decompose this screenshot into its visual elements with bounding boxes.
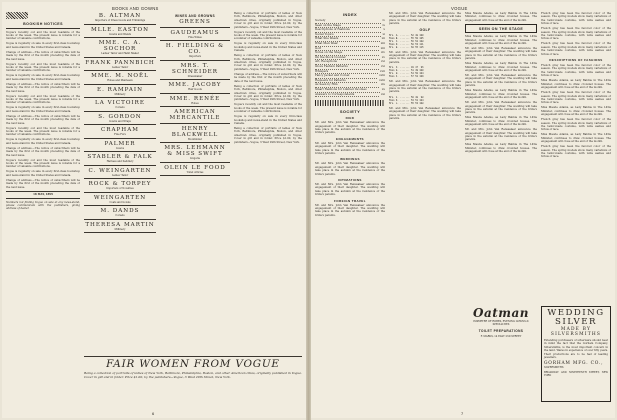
right-page bbox=[311, 2, 615, 418]
left-page-number: 6 bbox=[152, 411, 155, 416]
index-label: Social Topics bbox=[315, 33, 381, 38]
trade-card-name: E. RAMPAIN bbox=[96, 86, 143, 93]
notice-paragraph: Vogue's recently out and the most readable of the books of the week. The present issue is notable for a number of valuable contributions. bbox=[6, 62, 80, 73]
fair-women-body: Being a collection of portraits of ladies of New York, Baltimore, Philadelphia, Boston, and other American cities, originally published in Vogue. Cover in gilt and in folder. Price $1.00, by the publishers—Vogue, 3 West 29th Street, New York. bbox=[84, 371, 302, 379]
filler-paragraph: Being a collection of portraits of ladies of New York, Baltimore, Philadelphia, Boston, and other American cities, originally published in Vogue. Cover in gilt and in folder. Price $1.00, by the publishers—Vogue, 3 West 29th Street, New York. bbox=[234, 12, 302, 29]
trade-card-subtitle: Corsets bbox=[115, 106, 125, 109]
divider bbox=[160, 27, 230, 28]
wines-column bbox=[160, 12, 230, 262]
index-label: Whispers bbox=[315, 70, 378, 75]
divider bbox=[84, 111, 156, 112]
filler-paragraph: Change of address.—The notice of subscribers will be made by the first of the month preceding the date of the next issue. bbox=[234, 72, 302, 83]
trade-card bbox=[84, 154, 156, 166]
trade-card bbox=[160, 19, 230, 28]
divider bbox=[84, 97, 156, 98]
right-page-number: 7 bbox=[461, 411, 464, 416]
fashion-paragraph: Miss Maude Adams, as Lady Babbie in The Little Minister, continues to draw crowded houses. The engagement will close at the end of the month. bbox=[541, 133, 611, 144]
stage-paragraph: Mr. and Mrs. John Van Renssalaer announce the engagement of their daughter. The wedding will take place in the autumn at the residence of the bride's parents. bbox=[465, 74, 537, 88]
trade-card-name: MME. JACOBY bbox=[168, 82, 222, 88]
index-page: iv bbox=[382, 18, 385, 22]
golf-intro: Mr. and Mrs. John Van Renssalaer announce the engagement of their daughter. The wedding will take place in the autumn at the residence of the bride's parents. bbox=[389, 12, 461, 26]
trade-card-subtitle: Millinery bbox=[114, 92, 126, 96]
index-page: xv bbox=[381, 54, 385, 59]
trade-card bbox=[160, 30, 230, 42]
divider bbox=[160, 60, 230, 61]
gorham-company: GORHAM MFG. CO., bbox=[544, 361, 604, 367]
trade-card-name: MME. M. NOËL bbox=[91, 73, 149, 79]
index-row bbox=[315, 93, 385, 98]
trade-cards-column bbox=[84, 12, 156, 262]
trade-card-subtitle: Gowns and Wraps bbox=[109, 119, 131, 123]
trade-card bbox=[160, 145, 230, 163]
filler-paragraph: Vogue's recently out and the most readable of the books of the week. The present issue is notable for a number of valuable contributions. bbox=[234, 30, 302, 41]
section-body: Mr. and Mrs. John Van Renssalaer announce the engagement of their daughter. The wedding will take place in the autumn at the residence of the bride's parents. bbox=[315, 141, 385, 155]
trade-card-subtitle: Fine Wines bbox=[188, 35, 202, 39]
index-label: Notes on the Stage bbox=[315, 51, 379, 56]
section-heading: INTIMATIONS bbox=[338, 177, 362, 182]
gorham-company-tag: SILVERSMITHS bbox=[544, 366, 564, 370]
index-page: xii bbox=[381, 36, 385, 41]
divider bbox=[160, 175, 230, 176]
section-body: Mr. and Mrs. John Van Renssalaer announce the engagement of their daughter. The wedding will take place in the autumn at the residence of the bride's parents. bbox=[315, 203, 385, 217]
divider bbox=[84, 232, 156, 233]
fashion-paragraph: French gray has been the favored color of the season. The spring models show many variations of the tailor-made costume, with wide sashes and fichus of lace. bbox=[541, 145, 611, 159]
gorham-headline: WEDDING SILVER bbox=[547, 308, 605, 327]
golf-column bbox=[389, 12, 461, 412]
wines-title: WINES AND GROWNS bbox=[174, 14, 216, 18]
notice-paragraph: Vogue's recently out and the most readable of the books of the week. The present issue is notable for a number of valuable contributions. bbox=[6, 158, 80, 169]
trade-card-name: MME. C. A. SOCHOR bbox=[98, 40, 142, 52]
fashion-paragraph: Miss Maude Adams, as Lady Babbie in The Little Minister, continues to draw crowded houses. The engagement will close at the end of the month. bbox=[541, 106, 611, 117]
section-body: Mr. and Mrs. John Van Renssalaer announce the engagement of their daughter. The wedding will take place in the autumn at the residence of the bride's parents. bbox=[315, 162, 385, 176]
trade-card-name: M. DANDS bbox=[100, 208, 140, 214]
trade-card-name: B. ALTMAN bbox=[98, 13, 142, 19]
golf-scores-3: Mrs. J. ....... 50 48 98 Miss K. ....... 53 51 104 Mrs. L. ....... 55 53 108 bbox=[389, 95, 424, 105]
notice-paragraph: Change of address.—The notice of subscribers will be made by the first of the month preceding the date of the next issue. bbox=[6, 82, 80, 93]
trade-card-subtitle: Ladies' Tailor bbox=[111, 65, 129, 69]
stage-paragraph: Miss Maude Adams, as Lady Babbie in The Little Minister, continues to draw crowded houses. The engagement will close at the end of the month. bbox=[465, 62, 537, 73]
trade-card-subtitle: Importers of Novelties bbox=[106, 187, 134, 190]
notice-paragraph: Vogue's recently out and the most readable of the books of the week. The present issue is notable for a number of valuable contributions. bbox=[6, 94, 80, 105]
trade-card-subtitle: Dressmaker bbox=[187, 74, 203, 78]
trade-card-subtitle: Lingerie bbox=[189, 157, 201, 160]
notice-paragraph: Vogue is regularly on sale in every first-class bookshop and news-stand in the United States and Canada. bbox=[6, 74, 80, 81]
filler-paragraph: Vogue is regularly on sale in every first-class bookshop and news-stand in the United States and Canada. bbox=[234, 115, 302, 125]
issue-date: 18 MAY, 1899 bbox=[33, 193, 53, 197]
gorham-address: BROADWAY AND NINETEENTH STREET, NEW YORK bbox=[544, 370, 608, 378]
trade-card-subtitle: Robes bbox=[191, 101, 199, 105]
trade-card-name: OLEIN LE FOOD bbox=[164, 164, 226, 171]
stage-paragraph: Miss Maude Adams, as Lady Babbie in The Little Minister, continues to draw crowded houses. The engagement will close at the end of the month. bbox=[465, 143, 537, 154]
trade-card-subtitle: Bookbinder bbox=[187, 137, 202, 141]
index-list bbox=[315, 19, 385, 97]
trade-card-subtitle: Gowns bbox=[115, 146, 125, 150]
index-label: Glove Fashion Patterns bbox=[315, 65, 379, 70]
trade-card-name: GREENS bbox=[179, 19, 211, 25]
trade-card bbox=[84, 181, 156, 193]
notice-paragraph: Change of address.—The notice of subscribers will be made by the first of the month preceding the date of the next issue. bbox=[6, 114, 80, 125]
stage-paragraph: Mr. and Mrs. John Van Renssalaer announce the engagement of their daughter. The wedding will take place in the autumn at the residence of the bride's parents. bbox=[465, 47, 537, 61]
index-label: Fancy Jacket and Corset bbox=[315, 74, 377, 79]
trade-card-name: AMERICAN MERCANTILE bbox=[169, 109, 221, 121]
oatman-ad bbox=[465, 306, 537, 406]
fashions-lead bbox=[541, 12, 611, 56]
trade-card bbox=[160, 63, 230, 81]
oatman-line2: TOILET PREPARATIONS bbox=[478, 328, 524, 333]
trade-card-name: MME. RENÉE bbox=[169, 95, 221, 102]
filler-paragraph: Being a collection of portraits of ladies of New York, Baltimore, Philadelphia, Boston, and other American cities, originally published in Vogue. Cover in gilt and in folder. Price $1.00, by the publishers—Vogue, 3 West 29th Street, New York. bbox=[234, 84, 302, 102]
notice-paragraph: Change of address.—The notice of subscribers will be made by the first of the month preceding the date of the next issue. bbox=[6, 50, 80, 61]
trade-card bbox=[84, 40, 156, 58]
gorham-subhead: MADE BY SILVERSMITHS bbox=[550, 327, 602, 337]
index-page: xviii bbox=[379, 73, 385, 78]
index-label: Requests for Patterns bbox=[315, 79, 377, 84]
trade-card-name: MRS. LEHMANN & MISS SWIFT bbox=[164, 145, 226, 157]
fashion-paragraph: French gray has been the favored color of the season. The spring models show many variations of the tailor-made costume, with wide sashes and fichus of lace. bbox=[541, 27, 611, 41]
trade-card bbox=[160, 109, 230, 124]
filler-body bbox=[234, 12, 302, 144]
trade-card-name: ROCK & TORPEY bbox=[88, 181, 152, 187]
index-page: xi bbox=[382, 31, 385, 36]
trade-card-name: C. WEINGARTEN bbox=[88, 167, 152, 174]
index-label: What Men Wear bbox=[315, 42, 379, 47]
trade-card bbox=[84, 168, 156, 180]
trade-card-name: H. FIELDING & CO. bbox=[165, 43, 225, 55]
trade-card bbox=[84, 13, 156, 25]
trade-card-subtitle: Corsets bbox=[115, 214, 125, 217]
fair-women-title: FAIR WOMEN FROM VOGUE bbox=[106, 358, 280, 370]
notice-paragraph: Vogue is regularly on sale in every first-class bookshop and news-stand in the United States and Canada. bbox=[6, 138, 80, 145]
divider bbox=[160, 40, 230, 41]
divider bbox=[6, 198, 80, 199]
golf-title: GOLF bbox=[419, 27, 431, 32]
stage-paragraph: Miss Maude Adams, as Lady Babbie in The Little Minister, continues to draw crowded houses. The engagement will close at the end of the month. bbox=[465, 89, 537, 100]
divider bbox=[84, 219, 156, 220]
trade-card bbox=[84, 222, 156, 234]
index-page: xx bbox=[381, 86, 385, 91]
trade-card-name: CRAPHAM bbox=[101, 127, 139, 133]
index-label: Seen on the Stage bbox=[315, 24, 381, 29]
fashions-title: DESCRIPTIONS OF FASHIONS bbox=[549, 58, 603, 63]
stage-body bbox=[465, 35, 537, 153]
trade-card-name: GAUDEAMUS bbox=[170, 29, 220, 36]
fashion-paragraph: Miss Maude Adams, as Lady Babbie in The Little Minister, continues to draw crowded houses. The engagement will close at the end of the month. bbox=[541, 79, 611, 90]
notices-body bbox=[6, 31, 80, 190]
index-label: Golf bbox=[315, 47, 379, 52]
notice-paragraph: Change of address.—The notice of subscribers will be made by the first of the month preceding the date of the next issue. bbox=[6, 178, 80, 189]
index-label: Art, Receptions bbox=[315, 60, 379, 65]
notice-paragraph: Vogue is regularly on sale in every first-class bookshop and news-stand in the United States and Canada. bbox=[6, 106, 80, 113]
trade-card bbox=[84, 114, 156, 126]
gorham-ad bbox=[541, 306, 611, 402]
fashions-column bbox=[541, 12, 611, 312]
left-page bbox=[2, 2, 306, 418]
trade-card bbox=[160, 96, 230, 108]
index-page: ix bbox=[382, 22, 385, 27]
trade-card-subtitle: Hair Goods bbox=[188, 88, 202, 91]
fashion-paragraph: French gray has been the favored color of the season. The spring models show many variations of the tailor-made costume, with wide sashes and fichus of lace. bbox=[541, 12, 611, 26]
index-page: xvi bbox=[380, 63, 385, 68]
stage-lead: Miss Maude Adams, as Lady Babbie in The Little Minister, continues to draw crowded houses. The engagement will close at the end of the month. bbox=[465, 12, 537, 22]
trade-card bbox=[84, 127, 156, 139]
divider bbox=[84, 24, 156, 25]
index-page: xvii bbox=[380, 68, 385, 73]
filler-paragraph: Vogue is regularly on sale in every first-class bookshop and news-stand in the United States and Canada. bbox=[234, 42, 302, 53]
trade-card-name: S. GORDON bbox=[98, 113, 142, 120]
trade-card bbox=[160, 165, 230, 177]
index-page: xxi bbox=[380, 91, 385, 96]
section-body: Mr. and Mrs. John Van Renssalaer announce the engagement of their daughter. The wedding will take place in the autumn at the residence of the bride's parents. bbox=[315, 182, 385, 197]
section-heading: ENGAGEMENTS bbox=[336, 136, 364, 141]
footer-note: Numbers not finding Vogue on sale at any news-stand, please communicate with the publishers, giving address of dealer. bbox=[6, 200, 80, 211]
trade-card bbox=[84, 141, 156, 153]
stage-column bbox=[465, 12, 537, 312]
notices-column bbox=[6, 12, 80, 410]
section-heading: FOREIGN TRAVEL bbox=[334, 198, 366, 203]
golf-body-3: Mr. and Mrs. John Van Renssalaer announce the engagement of their daughter. The wedding will take place in the autumn at the residence of the bride's parents. bbox=[389, 106, 461, 121]
index-page: xvi bbox=[380, 59, 385, 64]
index-page: xiii bbox=[380, 45, 385, 50]
index-column bbox=[315, 12, 385, 412]
trade-card-name: STABLER & FALK bbox=[87, 154, 153, 160]
notice-paragraph: Change of address.—The notice of subscribers will be made by the first of the month preceding the date of the next issue. bbox=[6, 146, 80, 157]
golf-body-2: Mr. and Mrs. John Van Renssalaer announce the engagement of their daughter. The wedding will take place in the autumn at the residence of the bride's parents. bbox=[389, 80, 461, 94]
trade-card-subtitle: Importers bbox=[188, 55, 202, 58]
divider bbox=[84, 165, 156, 166]
divider bbox=[84, 192, 156, 193]
divider bbox=[84, 70, 156, 71]
trade-card bbox=[84, 73, 156, 85]
index-page: x bbox=[383, 27, 385, 32]
divider bbox=[84, 205, 156, 206]
fashion-paragraph: French gray has been the favored color of the season. The spring models show many variations of the tailor-made costume, with wide sashes and fichus of lace. bbox=[541, 42, 611, 56]
fashion-paragraph: French gray has been the favored color of the season. The spring models show many variations of the tailor-made costume, with wide sashes and fichus of lace. bbox=[541, 91, 611, 105]
filler-column bbox=[234, 12, 302, 262]
index-label: Smart Fashions for Limited Incomes bbox=[315, 88, 380, 93]
trade-card-name: MLLE. EASTON bbox=[91, 26, 149, 33]
notices-title: BOOKISH NOTICES bbox=[23, 22, 63, 26]
index-label: What She Wears bbox=[315, 37, 380, 42]
divider bbox=[84, 178, 156, 179]
golf-scores-2: Mrs. F. ....... 49 47 96 Miss G. ....... 51 49 100 Mrs. H. ....... 54 50 104 Miss I. ....... 57 52 109 bbox=[389, 66, 424, 79]
filler-paragraph: Vogue's recently out and the most readable of the books of the week. The present issue is notable for a number of valuable contributions. bbox=[234, 103, 302, 114]
divider bbox=[6, 191, 80, 192]
index-label: Descriptions of Fashions bbox=[315, 28, 381, 33]
golf-scores: Mrs. A. ....... 52 48 100 Miss B. ....... 55 50 105 Mrs. C. ....... 56 52 108 Miss D. ....... 58 53 111 Mrs. E. ....... 60 55 115 bbox=[389, 33, 424, 49]
trade-card-subtitle: Gowns and Waists bbox=[108, 32, 132, 36]
fashion-paragraph: French gray has been the favored color of the season. The spring models show many variations of the tailor-made costume, with wide sashes and fichus of lace. bbox=[541, 118, 611, 132]
index-page: xviii bbox=[379, 77, 385, 82]
section-heading: WEDDINGS bbox=[340, 157, 360, 162]
divider bbox=[160, 123, 230, 124]
oatman-line3: F. MARKS, 14 EAST 23D STREET bbox=[480, 334, 522, 338]
index-page: xix bbox=[380, 82, 385, 87]
right-running-head: VOGUE bbox=[451, 6, 468, 11]
divider bbox=[84, 37, 156, 38]
filler-paragraph: Being a collection of portraits of ladies of New York, Baltimore, Philadelphia, Boston, and other American cities, originally published in Vogue. Cover in gilt and in folder. Price $1.00, by the publishers—Vogue, 3 West 29th Street, New York. bbox=[234, 126, 302, 144]
fashions-body bbox=[541, 64, 611, 159]
trade-card-subtitle: Harness and Saddlery bbox=[106, 160, 134, 163]
trade-card-subtitle: Ladies' Tailor bbox=[111, 173, 129, 177]
trade-card-subtitle: Toilet Articles bbox=[186, 170, 204, 174]
divider bbox=[160, 79, 230, 80]
index-title: INDEX bbox=[342, 12, 358, 17]
notice-paragraph: Vogue is regularly on sale in every first-class bookshop and news-stand in the United States and Canada. bbox=[6, 170, 80, 177]
divider bbox=[84, 84, 156, 85]
index-page: xiv bbox=[380, 50, 385, 55]
stage-paragraph: Mr. and Mrs. John Van Renssalaer announce the engagement of their daughter. The wedding will take place in the autumn at the residence of the bride's parents. bbox=[465, 101, 537, 115]
divider bbox=[84, 138, 156, 139]
trade-card-name: FRANK PANNBICH bbox=[85, 59, 155, 66]
trade-card-subtitle: Ladies' Tailor and Habit Maker bbox=[101, 52, 139, 55]
trade-card bbox=[84, 100, 156, 112]
trade-card bbox=[160, 43, 230, 61]
divider bbox=[160, 142, 230, 143]
stage-paragraph: Miss Maude Adams, as Lady Babbie in The Little Minister, continues to draw crowded houses. The engagement will close at the end of the month. bbox=[465, 116, 537, 127]
stage-paragraph: Miss Maude Adams, as Lady Babbie in The Little Minister, continues to draw crowded houses. The engagement will close at the end of the month. bbox=[465, 35, 537, 46]
trade-card bbox=[84, 208, 156, 220]
section-body: Mr. and Mrs. John Van Renssalaer announce the engagement of their daughter. The wedding will take place in the autumn at the residence of the bride's parents. bbox=[315, 121, 385, 135]
trade-card-name: LA VICTOIRE bbox=[95, 100, 145, 106]
trade-card-name: THERESA MARTIN bbox=[85, 221, 155, 228]
golf-body: Mr. and Mrs. John Van Renssalaer announce the engagement of their daughter. The wedding will take place in the autumn at the residence of the bride's parents. bbox=[389, 50, 461, 64]
notice-paragraph: Vogue is regularly on sale in every first-class bookshop and news-stand in the United States and Canada. bbox=[6, 42, 80, 49]
divider bbox=[160, 106, 230, 107]
trade-card bbox=[160, 82, 230, 94]
filler-paragraph: Being a collection of portraits of ladies of New York, Baltimore, Philadelphia, Boston, and other American cities, originally published in Vogue. Cover in gilt and in folder. Price $1.00, by the publishers—Vogue, 3 West 29th Street, New York. bbox=[234, 54, 302, 71]
trade-card-subtitle: Fine Furs bbox=[114, 133, 126, 136]
trade-card bbox=[84, 87, 156, 99]
divider bbox=[84, 151, 156, 152]
trade-card-subtitle: Millinery bbox=[114, 227, 126, 231]
index-label: As Seen by Him bbox=[315, 83, 379, 88]
section-heading: DIED bbox=[345, 116, 355, 121]
gorham-body: Extending purchasers of silverware should bear in mind the fact that the Gorham Company, Silversmiths, is the most important concern in the land. Wares in experience of over fifty years. Their productions are to be had of leading jewellers. bbox=[544, 339, 608, 360]
divider bbox=[84, 356, 302, 357]
index-label: Answers to Correspondents bbox=[315, 93, 379, 98]
trade-card bbox=[84, 195, 156, 207]
trade-card-subtitle: Coats and Gowns bbox=[109, 200, 131, 204]
stage-title: SEEN ON THE STAGE bbox=[465, 24, 537, 33]
divider bbox=[160, 162, 230, 163]
index-label: Society bbox=[315, 19, 381, 24]
trade-card bbox=[84, 27, 156, 39]
divider bbox=[160, 93, 230, 94]
notice-paragraph: Vogue's recently out and the most readable of the books of the week. The present issue is notable for a number of valuable contributions. bbox=[6, 126, 80, 137]
index-page: xiii bbox=[380, 40, 385, 45]
divider bbox=[84, 57, 156, 58]
divider bbox=[84, 124, 156, 125]
oatman-line1: IMPORTER OF ROBES, EVENING GOWNS & SPECIALTIES bbox=[473, 320, 529, 327]
ornament-pattern bbox=[6, 12, 28, 19]
stage-paragraph: Mr. and Mrs. John Van Renssalaer announce the engagement of their daughter. The wedding will take place in the autumn at the residence of the bride's parents. bbox=[465, 128, 537, 142]
notice-paragraph: Vogue's recently out and the most readable of the books of the week. The present issue is notable for a number of valuable contributions. bbox=[6, 30, 80, 41]
trade-card-name: WEINGARTEN bbox=[93, 194, 147, 201]
oatman-logo: Oatman bbox=[473, 306, 529, 320]
fair-women-ad bbox=[84, 354, 302, 404]
trade-card-subtitle: Importers of Dress Goods and Trimmings bbox=[94, 19, 146, 22]
trade-card-subtitle: Robes and Manteaux bbox=[107, 79, 133, 82]
trade-card-name: PALMER bbox=[104, 140, 136, 147]
trade-card-name: HENRY BLACKWELL bbox=[171, 125, 219, 138]
ornament-band bbox=[315, 100, 385, 106]
trade-card bbox=[160, 126, 230, 144]
divider bbox=[6, 28, 80, 29]
trade-card-name: MRS. T. SCHNEIDER bbox=[172, 62, 218, 75]
society-title: SOCIETY bbox=[339, 109, 361, 115]
index-label: On the Stock Counter bbox=[315, 56, 380, 61]
trade-card bbox=[84, 60, 156, 72]
fashion-paragraph: French gray has been the favored color of the season. The spring models show many variations of the tailor-made costume, with wide sashes and fichus of lace. bbox=[541, 64, 611, 78]
left-running-head: BOOKS AND GOWNS bbox=[112, 6, 159, 11]
